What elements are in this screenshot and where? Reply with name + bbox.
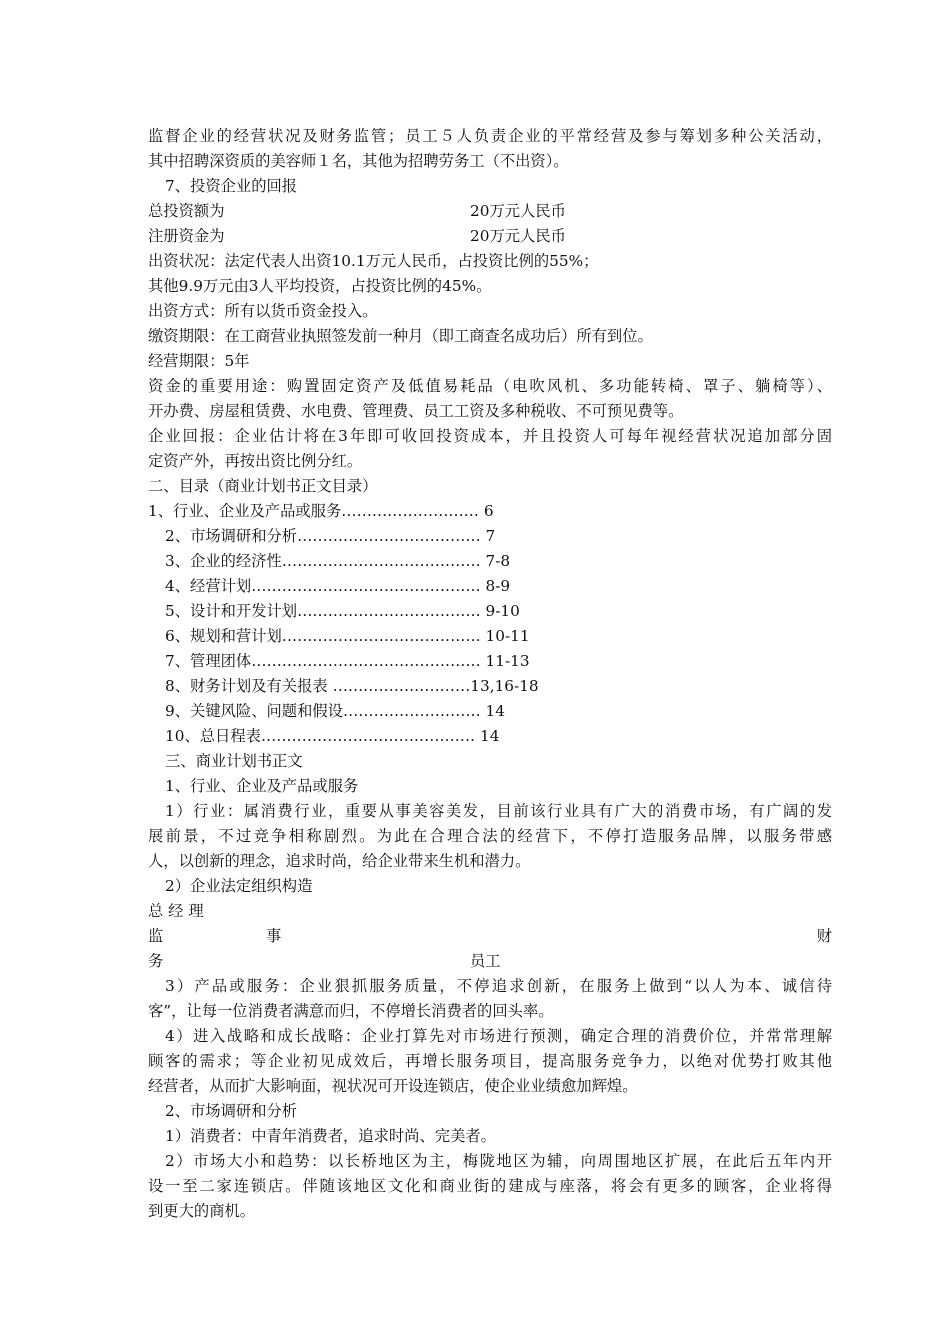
org-service-char: 务 [148,952,164,970]
org-structure-heading: 2）企业法定组织构造 [165,877,313,895]
market-para-2: 设一至二家连锁店。伴随该地区文化和商业街的建成与座落，将会有更多的顾客，企业将得 [148,1177,832,1195]
investment-status-1: 出资状况：法定代表人出资10.1万元人民币，占投资比例的55%； [148,252,599,270]
registered-capital-value: 20万元人民币 [470,227,566,245]
market-para-1: 2）市场大小和趋势：以长桥地区为主，梅陇地区为辅，向周围地区扩展，在此后五年内开 [165,1152,832,1170]
total-investment-value: 20万元人民币 [470,202,566,220]
toc-item: 8、财务计划及有关报表 ………………………13,16-18 [165,677,539,695]
section1-heading: 1、行业、企业及产品或服务 [165,777,359,795]
org-finance-char: 财 [816,927,832,945]
toc-item: 10、总日程表…………………………………… 14 [165,727,500,745]
industry-para-2: 展前景，不过竞争相称剧烈。为此在合理合法的经营下，不停打造服务品牌，以服务带感 [148,827,832,845]
toc-item: 1、行业、企业及产品或服务……………………… 6 [148,502,494,520]
registered-capital-label: 注册资金为 [148,227,225,245]
org-row-2 [148,949,832,974]
investment-method: 出资方式：所有以货币资金投入。 [148,302,378,320]
market-para-3: 到更大的商机。 [148,1202,256,1220]
company-return-1: 企业回报：企业估计将在3年即可收回投资成本，并且投资人可每年视经营状况追加部分固 [148,427,832,445]
section7-heading: 7、投资企业的回报 [165,177,298,195]
company-return-2: 定资产外，再按出资比例分红。 [148,452,363,470]
org-affairs-char: 事 [266,927,282,945]
product-para-1: 3）产品或服务：企业狠抓服务质量，不停追求创新，在服务上做到“以人为本、诚信待 [165,977,832,995]
registered-capital-row [148,224,832,249]
operating-term: 经营期限：5年 [148,352,250,370]
investment-status-2: 其他9.9万元由3人平均投资，占投资比例的45%。 [148,277,492,295]
toc-item: 4、经营计划……………………………………… 8-9 [165,577,511,595]
total-investment-label: 总投资额为 [148,202,225,220]
consumer-line: 1）消费者：中青年消费者，追求时尚、完美者。 [165,1127,496,1145]
total-investment-row [148,199,832,224]
strategy-para-1: 4）进入战略和成长战略：企业打算先对市场进行预测，确定合理的消费价位，并常常理解 [165,1027,832,1045]
intro-line-1: 监督企业的经营状况及财务监管；员工５人负责企业的平常经营及参与筹划多种公关活动， [148,127,832,145]
toc-item: 5、设计和开发计划……………………………… 9-10 [165,602,520,620]
payment-deadline: 缴资期限：在工商营业执照签发前一种月（即工商查名成功后）所有到位。 [148,327,653,345]
industry-para-3: 人，以创新的理念，追求时尚，给企业带来生机和潜力。 [148,852,531,870]
strategy-para-3: 经营者，从而扩大影响面，视状况可开设连锁店，使企业业绩愈加辉煌。 [148,1077,638,1095]
toc-item: 9、关键风险、问题和假设……………………… 14 [165,702,505,720]
toc-item: 3、企业的经济性………………………………… 7-8 [165,552,511,570]
toc-item: 2、市场调研和分析……………………………… 7 [165,527,496,545]
intro-line-2: 其中招聘深资质的美容师１名，其他为招聘劳务工（不出资）。 [148,152,569,170]
org-general-manager: 总 经 理 [148,902,204,920]
toc-item: 7、管理团体……………………………………… 11-13 [165,652,530,670]
section2-heading: 2、市场调研和分析 [165,1102,298,1120]
toc-heading: 二、目录（商业计划书正文目录） [148,477,378,495]
body-heading: 三、商业计划书正文 [165,752,303,770]
org-staff: 员工 [470,952,501,970]
org-supervisor-char: 监 [148,927,164,945]
org-row-1 [148,924,832,949]
toc-item: 6、规划和营计划………………………………… 10-11 [165,627,530,645]
strategy-para-2: 顾客的需求；等企业初见成效后，再增长服务项目，提高服务竞争力，以绝对优势打败其他 [148,1052,832,1070]
industry-para-1: 1）行业：属消费行业，重要从事美容美发，目前该行业具有广大的消费市场，有广阔的发 [165,802,832,820]
fund-usage-1: 资金的重要用途：购置固定资产及低值易耗品（电吹风机、多功能转椅、罩子、躺椅等）、 [148,377,832,395]
fund-usage-2: 开办费、房屋租赁费、水电费、管理费、员工工资及多种税收、不可预见费等。 [148,402,684,420]
product-para-2: 客”，让每一位消费者满意而归，不停增长消费者的回头率。 [148,1002,554,1020]
